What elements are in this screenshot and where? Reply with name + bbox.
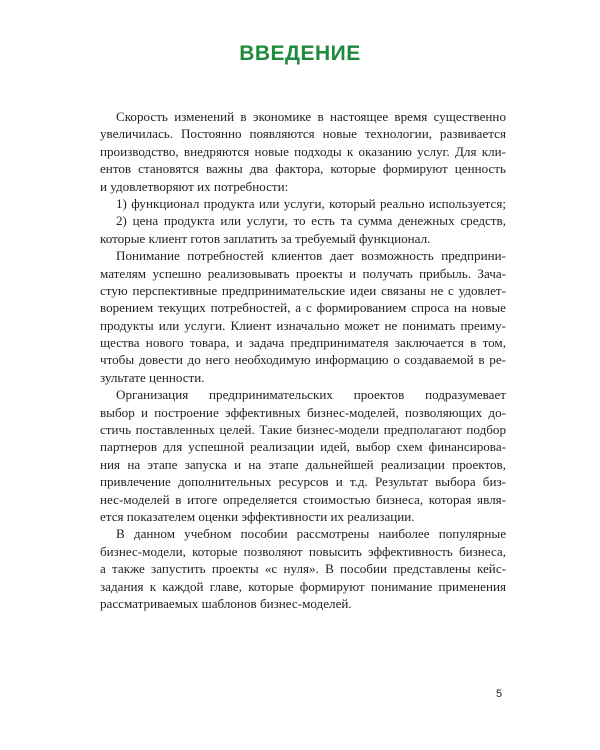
text-line: стую перспективные предпринимательские идеи связаны не с удовлет- bbox=[100, 282, 506, 298]
text-line: а также запустить проекты «с нуля». В пособии представлены кейс- bbox=[100, 561, 506, 577]
text-line: щества нового товара, и задача предпринимателя заключается в том, bbox=[100, 335, 506, 351]
text-line: Понимание потребностей клиентов дает возможность предприни- bbox=[116, 248, 506, 264]
text-line: 2) цена продукта или услуги, то есть та сумма денежных средств, bbox=[116, 213, 506, 229]
text-line: бизнес-модели, которые позволяют повысить эффективность бизнеса, bbox=[100, 543, 506, 559]
text-line: ентов становятся важны два фактора, которые формируют ценность bbox=[100, 161, 506, 177]
text-line: ворением текущих потребностей, а с формированием спроса на новые bbox=[100, 300, 506, 316]
text-line: нес-моделей в итоге определяется стоимостью бизнеса, которая явля- bbox=[100, 491, 506, 507]
text-line: партнеров для успешной реализации идей, выбор схем финансирова- bbox=[100, 439, 506, 455]
text-line: выбор и построение эффективных бизнес-моделей, позволяющих до- bbox=[100, 404, 506, 420]
text-line: которые клиент готов заплатить за требуемый функционал. bbox=[100, 230, 431, 246]
body-text bbox=[100, 108, 506, 612]
page-number: 5 bbox=[496, 688, 503, 700]
text-line: чтобы довести до него необходимую информацию о создаваемой в ре- bbox=[100, 352, 506, 368]
text-line: Скорость изменений в экономике в настоящее время существенно bbox=[116, 109, 506, 124]
text-line: задания к каждой главе, которые формируют понимание применения bbox=[100, 578, 506, 594]
text-line: продукты или услуги. Клиент изначально может не понимать преиму- bbox=[100, 317, 506, 333]
text-line: Организация предпринимательских проектов подразумевает bbox=[116, 387, 506, 403]
text-line: мателям успешно реализовывать проекты и получать прибыль. Зача- bbox=[100, 265, 506, 281]
text-line: стичь поставленных целей. Такие бизнес-модели предполагают подбор bbox=[100, 422, 506, 438]
text-line: рассматриваемых шаблонов бизнес-моделей. bbox=[100, 595, 352, 611]
text-line: увеличилась. Постоянно появляются новые технологии, развивается bbox=[100, 126, 506, 142]
text-line: ния на этапе запуска и на этапе дальнейшей реализации проектов, bbox=[100, 456, 506, 472]
text-line: производство, внедряются новые подходы к оказанию услуг. Для кли- bbox=[100, 143, 506, 159]
page-title: ВВЕДЕНИЕ bbox=[239, 42, 361, 65]
text-line: В данном учебном пособии рассмотрены наиболее популярные bbox=[116, 526, 506, 542]
text-line: 1) функционал продукта или услуги, который реально используется; bbox=[116, 195, 506, 211]
text-line: привлечение дополнительных ресурсов и т.д. Результат выбора биз- bbox=[100, 474, 506, 490]
text-line: ется показателем оценки эффективности их реализации. bbox=[100, 508, 415, 524]
text-line: и удовлетворяют их потребности: bbox=[100, 178, 289, 194]
text-line: зультате ценности. bbox=[100, 369, 205, 385]
